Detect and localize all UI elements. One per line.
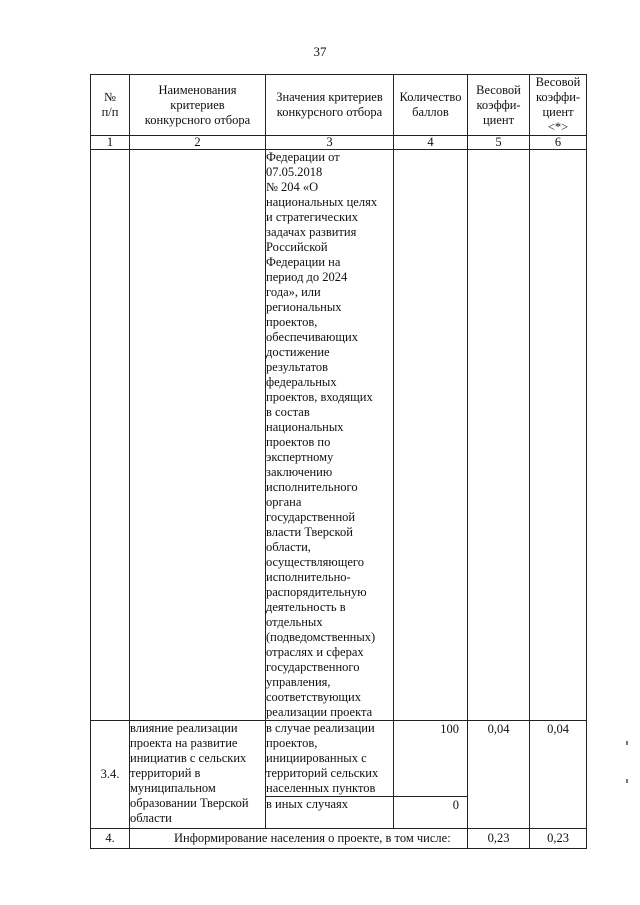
weight-coefficient-star: 0,23 [530, 829, 587, 849]
continuation-criteria-text: Федерации от 07.05.2018 № 204 «О национальных целях и стратегических задачах развития Российской Федерации на период до 2024 года», или региональных проектов, обеспечивающих достижение результатов федеральных проектов, входящих в состав национальных проектов по экспертному заключению исполнительного органа государственной власти Тверской области, осуществляющего исполнительно- распорядительную деятельность в отдельных (подведомственных) отраслях и сферах государственного управления, соответствующих реализации проекта [266, 150, 394, 721]
table-header-row [91, 75, 587, 136]
header-col-criteria-values: Значения критериев конкурсного отбора [266, 75, 394, 136]
score-option-2: 0 [394, 797, 468, 829]
table-row-3-4 [91, 721, 587, 797]
column-number-row [91, 136, 587, 150]
score-option-1: 100 [394, 721, 468, 797]
header-col-points: Количество баллов [394, 75, 468, 136]
criterion-value-option-1: в случае реализации проектов, инициированных с территорий сельских населенных пунктов [266, 721, 394, 797]
header-col-criteria-names: Наименования критериев конкурсного отбора [130, 75, 266, 136]
column-number: 2 [130, 136, 266, 150]
row-4-text: Информирование населения о проекте, в том числе: [130, 829, 468, 849]
header-col-number: № п/п [91, 75, 130, 136]
row-number: 3.4. [91, 721, 130, 829]
column-number: 1 [91, 136, 130, 150]
row-number: 4. [91, 829, 130, 849]
column-number: 3 [266, 136, 394, 150]
weight-coefficient-star: 0,04 [530, 721, 587, 829]
header-col-weight-star: Весовой коэффи- циент <*> [530, 75, 587, 136]
header-col-weight: Весовой коэффи- циент [468, 75, 530, 136]
criterion-name: влияние реализации проекта на развитие инициатив с сельских территорий в муниципальном образовании Тверской области [130, 721, 266, 829]
column-number: 5 [468, 136, 530, 150]
weight-coefficient: 0,23 [468, 829, 530, 849]
weight-coefficient: 0,04 [468, 721, 530, 829]
criterion-value-option-2: в иных случаях [266, 797, 394, 829]
column-number: 4 [394, 136, 468, 150]
continuation-row [91, 150, 587, 721]
column-number: 6 [530, 136, 587, 150]
scan-mark [626, 741, 628, 745]
table-row-4 [91, 829, 587, 849]
page-number: 37 [313, 44, 327, 59]
criteria-table [90, 74, 587, 849]
scan-mark [626, 779, 628, 783]
